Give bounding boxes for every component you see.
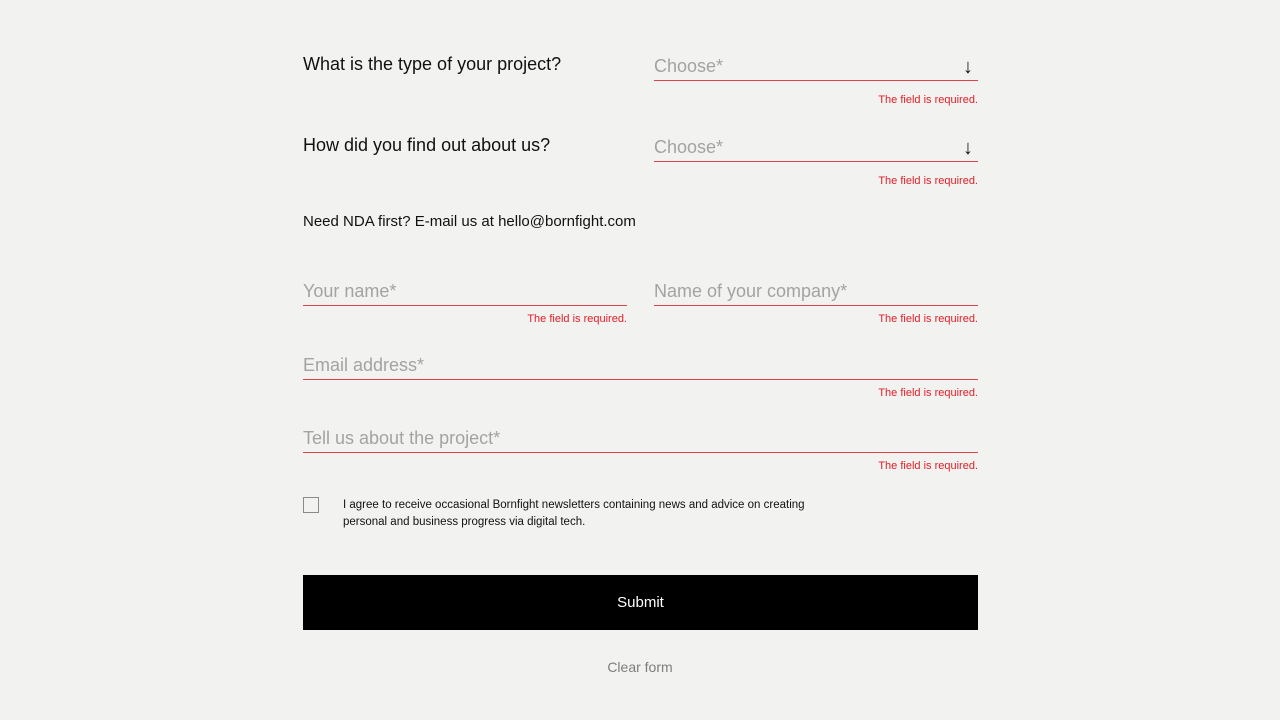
name-input[interactable] xyxy=(303,274,627,306)
arrow-down-icon: ↓ xyxy=(963,56,973,78)
referral-question: How did you find out about us? xyxy=(303,135,551,155)
submit-button[interactable]: Submit xyxy=(303,575,978,630)
referral-error: The field is required. xyxy=(878,175,978,187)
project-type-error: The field is required. xyxy=(878,94,978,106)
company-error: The field is required. xyxy=(878,313,978,325)
email-error: The field is required. xyxy=(878,387,978,399)
company-placeholder: Name of your company* xyxy=(654,281,848,301)
newsletter-checkbox[interactable] xyxy=(303,497,319,513)
referral-placeholder: Choose* xyxy=(654,137,724,157)
referral-select[interactable] xyxy=(654,129,978,162)
project-description-input[interactable] xyxy=(303,421,978,453)
project-type-placeholder: Choose* xyxy=(654,56,724,76)
arrow-down-icon: ↓ xyxy=(963,137,973,159)
nda-note: Need NDA first? E-mail us at hello@bornfight.com xyxy=(303,213,636,230)
project-type-question: What is the type of your project? xyxy=(303,54,562,74)
project-description-placeholder: Tell us about the project* xyxy=(303,428,501,448)
newsletter-consent-text: I agree to receive occasional Bornfight newsletters containing news and advice on creating personal and business progress via digital tech. xyxy=(343,499,805,528)
project-description-error: The field is required. xyxy=(878,460,978,472)
company-input[interactable] xyxy=(654,274,978,306)
clear-form-link[interactable]: Clear form xyxy=(607,659,673,675)
name-error: The field is required. xyxy=(527,313,627,325)
project-type-select[interactable] xyxy=(654,48,978,81)
name-placeholder: Your name* xyxy=(303,281,397,301)
email-input[interactable] xyxy=(303,348,978,380)
email-placeholder: Email address* xyxy=(303,355,425,375)
